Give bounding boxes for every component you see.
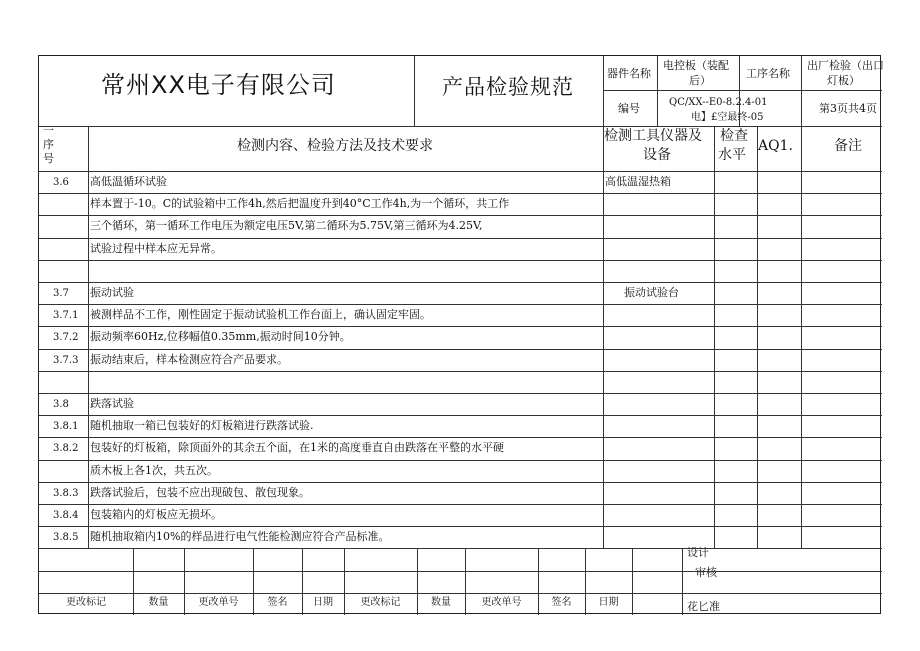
row-seq: 3.6 xyxy=(53,177,69,188)
aql-header: AQ1. xyxy=(758,138,793,154)
grid-line xyxy=(302,548,303,615)
device-name-value-line1: 电控板（装配 xyxy=(663,59,729,72)
row-seq: 3.7.2 xyxy=(53,332,79,344)
grid-line xyxy=(801,126,802,548)
grid-line xyxy=(39,593,882,594)
grid-line xyxy=(133,548,134,615)
change-record-label: 数量 xyxy=(431,596,451,608)
row-seq: 3.8.1 xyxy=(53,421,79,433)
row-tool: 高低温湿热箱 xyxy=(605,175,671,188)
row-text: 跌落试验 xyxy=(90,397,134,410)
grid-line xyxy=(801,56,802,126)
grid-line xyxy=(39,437,882,438)
row-seq: 3.8.3 xyxy=(53,487,79,499)
company-name: 常州XX电子有限公司 xyxy=(101,71,336,99)
row-text: 样本置于-10。C的试验箱中工作4h,然后把温度升到40°C工作4h,为一个循环，共工作 xyxy=(90,197,510,211)
grid-line xyxy=(714,126,715,548)
approve-label: 花匕准 xyxy=(687,600,720,613)
change-record-label: 数量 xyxy=(148,596,169,608)
tools-header-line2: 设备 xyxy=(643,147,671,163)
device-name-label: 器件名称 xyxy=(607,67,651,80)
device-name-value-line2: 后） xyxy=(689,74,711,87)
grid-line xyxy=(39,460,882,461)
grid-line xyxy=(39,371,882,372)
grid-line xyxy=(39,260,882,261)
grid-line xyxy=(39,349,882,350)
process-name-label: 工序名称 xyxy=(746,67,790,80)
row-text: 随机抽取箱内10%的样品进行电气性能检测应符合产品标准。 xyxy=(90,530,390,544)
row-seq: 3.8.2 xyxy=(53,443,79,455)
process-name-value-line1: 出厂检验（出口 xyxy=(807,59,884,72)
change-record-label: 更改标记 xyxy=(66,596,106,608)
review-label: 审核 xyxy=(695,566,717,579)
grid-line xyxy=(39,193,882,194)
row-seq: 3.8.4 xyxy=(53,510,79,521)
row-seq: 3.8 xyxy=(53,399,69,410)
grid-line xyxy=(39,126,882,127)
row-text: 振动试验 xyxy=(90,286,134,299)
row-text: 高低温循环试验 xyxy=(90,175,167,188)
row-text: 振动频率60Hz,位移幅值0.35mm,振动时间10分钟。 xyxy=(90,330,351,344)
grid-line xyxy=(414,56,415,126)
grid-line xyxy=(585,548,586,615)
grid-line xyxy=(757,126,758,548)
row-text: 试验过程中样本应无异常。 xyxy=(90,241,222,255)
grid-line xyxy=(39,304,882,305)
row-text: 质木板上各1次，共五次。 xyxy=(90,463,218,477)
code-value-line1: QC/XX--E0-8.2.4-01 xyxy=(669,97,768,108)
grid-line xyxy=(39,282,882,283)
grid-line xyxy=(88,126,89,548)
inspection-spec-sheet xyxy=(38,55,884,614)
process-name-value-line2: 灯板） xyxy=(827,74,860,87)
grid-line xyxy=(39,548,882,549)
tools-header-line1: 检测工具仪器及 xyxy=(604,128,702,144)
row-text: 随机抽取一箱已包装好的灯板箱进行跌落试验. xyxy=(90,419,314,433)
change-record-label: 更改单号 xyxy=(198,596,239,608)
code-label: 编号 xyxy=(618,102,640,115)
change-record-label: 更改标记 xyxy=(360,596,401,608)
grid-line xyxy=(39,171,882,172)
grid-line xyxy=(39,215,882,216)
change-record-label: 签名 xyxy=(551,596,572,608)
level-header-line2: 水平 xyxy=(718,147,746,163)
row-text: 跌落试验后，包装不应出现破包、散包现象。 xyxy=(90,485,310,499)
seq-header-line1: 一 xyxy=(43,124,54,137)
row-seq: 3.7.3 xyxy=(53,354,79,366)
grid-line xyxy=(603,126,604,548)
grid-line xyxy=(603,56,604,126)
row-text: 包装箱内的灯板应无损坏。 xyxy=(90,508,222,521)
grid-line xyxy=(682,548,683,615)
remark-header: 备注 xyxy=(834,138,862,154)
code-value-line2: 电】£空最终-05 xyxy=(691,112,764,123)
design-label: 设计 xyxy=(687,546,709,559)
seq-header-line2: 序 xyxy=(43,138,54,151)
row-seq: 3.7.1 xyxy=(53,310,79,322)
grid-line xyxy=(253,548,254,615)
grid-line xyxy=(39,326,882,327)
grid-line xyxy=(39,504,882,505)
grid-line xyxy=(39,571,882,572)
grid-line xyxy=(39,482,882,483)
spec-title: 产品检验规范 xyxy=(442,75,574,99)
row-tool: 振动试验台 xyxy=(624,286,679,299)
grid-line xyxy=(465,548,466,615)
row-seq: 3.8.5 xyxy=(53,532,79,544)
change-record-label: 日期 xyxy=(313,596,333,608)
row-text: 三个循环，第一循环工作电压为额定电压5V,第二循环为5.75V,第三循环为4.25V, xyxy=(90,219,483,233)
grid-line xyxy=(39,393,882,394)
grid-line xyxy=(344,548,345,615)
row-seq: 3.7 xyxy=(53,288,69,299)
row-text: 包装好的灯板箱，除顶面外的其余五个面，在1米的高度垂直自由跌落在平整的水平硬 xyxy=(90,441,504,455)
change-record-label: 日期 xyxy=(598,596,619,608)
page-info: 第3页共4页 xyxy=(819,102,877,115)
grid-line xyxy=(39,415,882,416)
grid-line xyxy=(657,56,658,126)
grid-line xyxy=(538,548,539,615)
content-header: 检测内容、检验方法及技术要求 xyxy=(237,138,433,154)
change-record-label: 更改单号 xyxy=(481,596,522,608)
grid-line xyxy=(39,526,882,527)
grid-line xyxy=(39,238,882,239)
level-header-line1: 检查 xyxy=(720,128,748,144)
row-text: 振动结束后，样本检测应符合产品要求。 xyxy=(90,352,288,366)
grid-line xyxy=(184,548,185,615)
grid-line xyxy=(417,548,418,615)
change-record-label: 签名 xyxy=(267,596,288,608)
grid-line xyxy=(603,90,882,91)
row-text: 被测样品不工作，刚性固定于振动试验机工作台面上，确认固定牢固。 xyxy=(90,308,431,322)
grid-line xyxy=(632,548,633,615)
grid-line xyxy=(739,56,740,126)
seq-header-line3: 号 xyxy=(43,152,54,165)
